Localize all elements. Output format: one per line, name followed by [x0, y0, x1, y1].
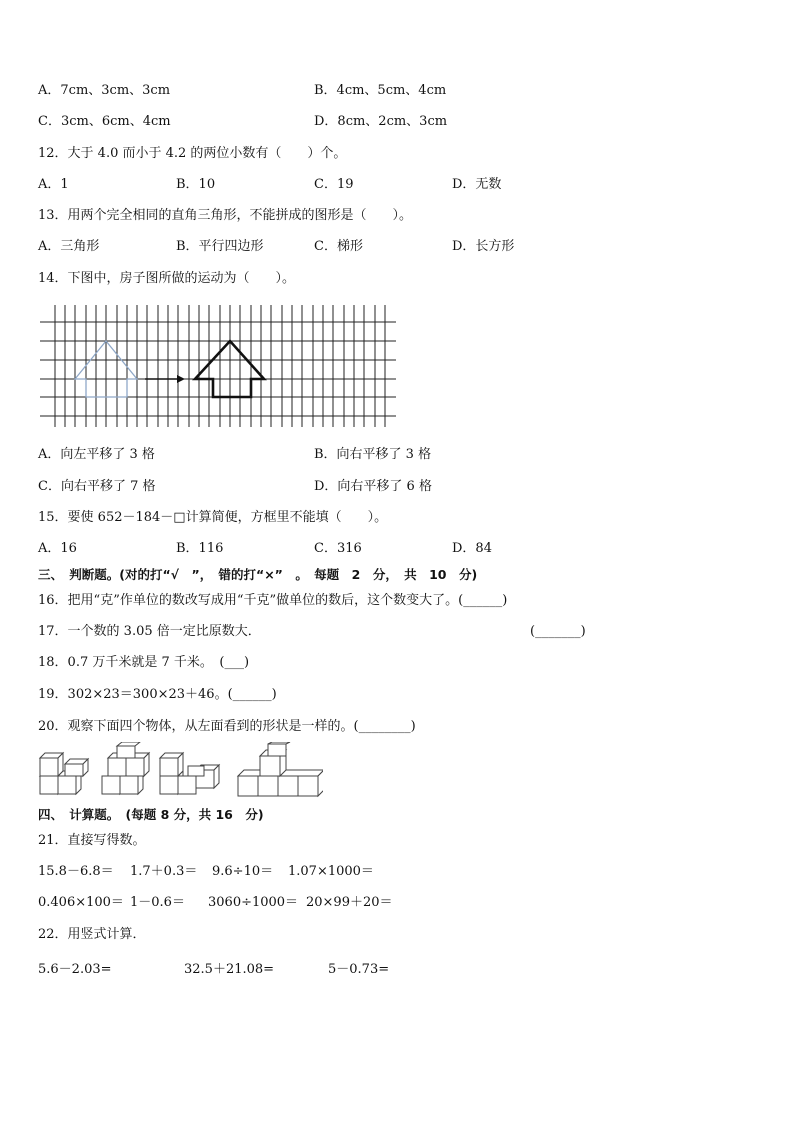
q19-stem: 19．302×23＝300×23＋46。(______) — [38, 687, 277, 702]
q14-option-b[interactable]: B．向右平移了 3 格 — [314, 447, 432, 462]
q13-option-a[interactable]: A．三角形 — [38, 239, 100, 254]
section-4-heading: 四、 计算题。 (每题 8 分，共 16 分) — [38, 807, 264, 822]
q11-option-d[interactable]: D．8cm、2cm、3cm — [314, 114, 448, 129]
q22-item: 5－0.73= — [328, 962, 390, 977]
q12-option-b[interactable]: B．10 — [176, 177, 216, 192]
q11-option-a[interactable]: A．7cm、3cm、3cm — [38, 83, 171, 98]
q13-option-c[interactable]: C．梯形 — [314, 239, 363, 254]
q14-stem: 14．下图中，房子图所做的运动为（ ）。 — [38, 271, 296, 286]
q11-option-c[interactable]: C．3cm、6cm、4cm — [38, 114, 171, 129]
q13-option-d[interactable]: D．长方形 — [452, 239, 515, 254]
q17-stem: 17．一个数的 3.05 倍一定比原数大． — [38, 624, 261, 639]
q15-option-a[interactable]: A．16 — [38, 541, 77, 556]
q22-stem: 22．用竖式计算． — [38, 927, 146, 942]
q12-option-a[interactable]: A．1 — [38, 177, 69, 192]
translation-grid-figure — [40, 305, 400, 427]
q21-item: 9.6÷10＝ — [212, 864, 274, 879]
q21-item: 15.8－6.8＝ — [38, 864, 114, 879]
q12-option-c[interactable]: C．19 — [314, 177, 354, 192]
q12-option-d[interactable]: D．无数 — [452, 177, 502, 192]
q21-item: 0.406×100＝ — [38, 895, 124, 910]
cube-object-2 — [102, 742, 149, 794]
q21-item: 1.07×1000＝ — [288, 864, 374, 879]
q22-item: 5.6－2.03= — [38, 962, 112, 977]
q15-option-d[interactable]: D．84 — [452, 541, 492, 556]
q21-item: 3060÷1000＝ — [208, 895, 299, 910]
grid-lines — [40, 305, 396, 427]
q21-item: 1.7＋0.3＝ — [130, 864, 198, 879]
q14-option-c[interactable]: C．向右平移了 7 格 — [38, 479, 156, 494]
section-3-heading: 三、 判断题。(对的打“√ ”， 错的打“×” 。 每题 2 分， 共 10 分) — [38, 567, 478, 582]
q14-option-a[interactable]: A．向左平移了 3 格 — [38, 447, 155, 462]
cube-object-1 — [40, 753, 88, 794]
arrow-head-icon — [177, 375, 185, 383]
q18-stem: 18．0.7 万千米就是 7 千米。 (___) — [38, 655, 250, 670]
q16-stem: 16．把用“克”作单位的数改写成用“千克”做单位的数后，这个数变大了。(______) — [38, 593, 508, 608]
q21-item: 1－0.6＝ — [130, 895, 185, 910]
q13-stem: 13．用两个完全相同的直角三角形，不能拼成的图形是（ ）。 — [38, 208, 413, 223]
cube-objects-figure — [38, 742, 323, 800]
q15-option-c[interactable]: C．316 — [314, 541, 362, 556]
cube-object-3 — [160, 753, 219, 794]
q20-stem: 20．观察下面四个物体，从左面看到的形状是一样的。(________) — [38, 719, 416, 734]
q11-option-b[interactable]: B．4cm、5cm、4cm — [314, 83, 447, 98]
q14-option-d[interactable]: D．向右平移了 6 格 — [314, 479, 432, 494]
cube-object-4 — [238, 742, 323, 796]
q15-option-b[interactable]: B．116 — [176, 541, 224, 556]
q13-option-b[interactable]: B．平行四边形 — [176, 239, 264, 254]
q21-item: 20×99＋20＝ — [306, 895, 393, 910]
q21-stem: 21．直接写得数。 — [38, 833, 146, 848]
q15-stem: 15．要使 652－184－□计算简便，方框里不能填（ ）。 — [38, 510, 388, 525]
q17-answer-blank[interactable]: (_______) — [530, 624, 586, 639]
q12-stem: 12．大于 4.0 而小于 4.2 的两位小数有（ ）个。 — [38, 146, 347, 161]
q22-item: 32.5＋21.08= — [184, 962, 275, 977]
